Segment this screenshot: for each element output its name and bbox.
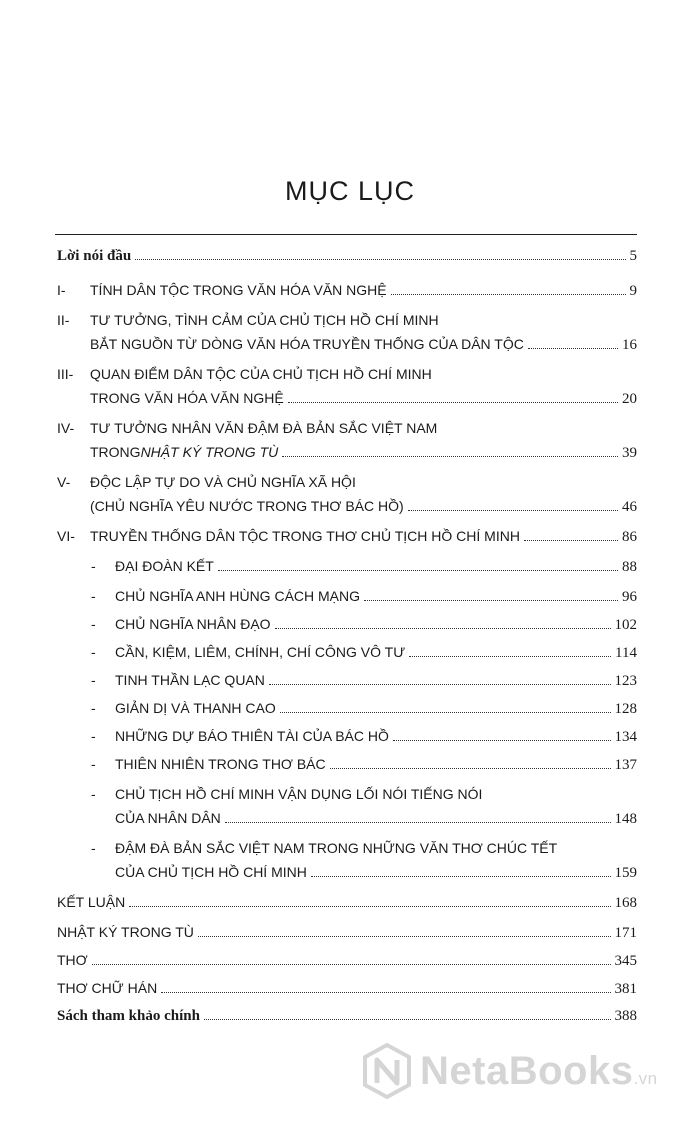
toc-entry-number: - — [91, 672, 96, 688]
toc-entry-title: GIẢN DỊ VÀ THANH CAO — [115, 700, 276, 716]
toc-entry-page: 16 — [622, 337, 637, 353]
dot-leader — [129, 906, 610, 907]
toc-entry-title: ĐỘC LẬP TỰ DO VÀ CHỦ NGHĨA XÃ HỘI — [90, 474, 356, 490]
toc-entry-page: 46 — [622, 499, 637, 515]
page-title: MỤC LỤC — [284, 176, 415, 206]
toc-entry-title: THIÊN NHIÊN TRONG THƠ BÁC — [115, 756, 326, 772]
toc-entry-page: 168 — [614, 895, 637, 911]
toc-entry-page: 86 — [622, 529, 637, 545]
toc-entry-title: CỦA CHỦ TỊCH HỒ CHÍ MINH — [115, 864, 307, 880]
dot-leader — [311, 876, 611, 877]
toc-entry-title: QUAN ĐIỂM DÂN TỘC CỦA CHỦ TỊCH HỒ CHÍ MINH — [90, 366, 432, 382]
toc-entry-title: ĐẬM ĐÀ BẢN SẮC VIỆT NAM TRONG NHỮNG VĂN THƠ CHÚC TẾT — [115, 840, 558, 856]
dot-leader — [198, 936, 611, 937]
toc-entry-page: 5 — [629, 248, 637, 264]
toc-entry-number: - — [91, 728, 96, 744]
toc-entry-number: III- — [57, 366, 74, 382]
watermark — [362, 1043, 658, 1099]
toc-entry-page: 345 — [614, 953, 637, 969]
dot-leader — [364, 600, 618, 601]
toc-entry-page: 39 — [622, 445, 637, 461]
toc-entry — [57, 554, 637, 578]
dot-leader — [135, 259, 625, 260]
toc-entry-number: VI- — [57, 528, 75, 544]
dot-leader — [391, 294, 626, 295]
dot-leader — [288, 402, 618, 403]
toc-entry — [57, 696, 637, 720]
toc-entry-title: Sách tham khảo chính — [57, 1008, 200, 1024]
toc-entry-number: II- — [57, 312, 70, 328]
dot-leader — [92, 964, 611, 965]
toc-entry-title: TRONG VĂN HÓA VĂN NGHỆ — [90, 390, 284, 406]
toc-entry-number: - — [91, 756, 96, 772]
toc-entry-page: 9 — [629, 283, 637, 299]
toc-entry-page: 123 — [614, 673, 637, 689]
toc-entry-page: 137 — [614, 757, 637, 773]
toc-entry-title: TƯ TƯỞNG, TÌNH CẢM CỦA CHỦ TỊCH HỒ CHÍ MINH — [90, 312, 439, 328]
toc-entry — [57, 640, 637, 664]
toc-entry-italic-title: NHẬT KÝ TRONG TÙ — [140, 444, 279, 460]
dot-leader — [408, 510, 618, 511]
toc-entry — [57, 668, 637, 692]
toc-entry-number: - — [91, 840, 96, 856]
dot-leader — [280, 712, 611, 713]
dot-leader — [269, 684, 611, 685]
toc-entry — [57, 584, 637, 608]
toc-entry-title: KẾT LUẬN — [57, 894, 126, 910]
toc-entry-page: 96 — [622, 589, 637, 605]
toc-entry — [57, 890, 637, 914]
toc-entry-title: TƯ TƯỞNG NHÂN VĂN ĐẬM ĐÀ BẢN SẮC VIỆT NAM — [90, 420, 438, 436]
toc-entry-number: - — [91, 588, 96, 604]
dot-leader — [225, 822, 611, 823]
toc-entry — [57, 782, 637, 830]
toc-entry-page: 134 — [614, 729, 637, 745]
toc-entry — [57, 724, 637, 748]
toc-entry-title: TRUYỀN THỐNG DÂN TỘC TRONG THƠ CHỦ TỊCH HỒ CHÍ MINH — [90, 528, 520, 544]
dot-leader — [409, 656, 611, 657]
dot-leader — [528, 348, 618, 349]
toc-entry-title: CỦA NHÂN DÂN — [115, 810, 221, 826]
toc-entry-page: 388 — [614, 1008, 637, 1024]
toc-entry-page: 114 — [615, 645, 637, 661]
toc-entry — [57, 278, 637, 302]
toc-entry-title: CHỦ TỊCH HỒ CHÍ MINH VẬN DỤNG LỐI NÓI TIẾNG NÓI — [115, 786, 483, 802]
dot-leader — [524, 540, 618, 541]
toc-entry — [57, 416, 637, 464]
toc-entry-title: CHỦ NGHĨA ANH HÙNG CÁCH MẠNG — [115, 588, 361, 604]
toc-entry-title: TINH THẦN LẠC QUAN — [115, 672, 265, 688]
dot-leader — [218, 570, 618, 571]
title-rule — [55, 234, 637, 235]
toc-entry-number: - — [91, 558, 96, 574]
toc-entry-title: CẦN, KIỆM, LIÊM, CHÍNH, CHÍ CÔNG VÔ TƯ — [115, 644, 406, 660]
toc-entry-number: IV- — [57, 420, 75, 436]
toc-entry-title: BẮT NGUỒN TỪ DÒNG VĂN HÓA TRUYỀN THỐNG CỦA DÂN TỘC — [90, 336, 524, 352]
toc-entry — [57, 752, 637, 776]
dot-leader — [161, 992, 610, 993]
toc-entry-title: ĐẠI ĐOÀN KẾT — [115, 558, 214, 574]
dot-leader — [204, 1019, 611, 1020]
toc-entry-number: - — [91, 644, 96, 660]
toc-entry-number: V- — [57, 474, 71, 490]
toc-entry-number: I- — [57, 282, 66, 298]
toc-entry — [57, 244, 637, 268]
toc-entry-page: 102 — [614, 617, 637, 633]
toc-entry-page: 88 — [622, 559, 637, 575]
toc-entry-title: THƠ CHỮ HÁN — [57, 980, 158, 996]
toc-entry-title: NHỮNG DỰ BÁO THIÊN TÀI CỦA BÁC HỒ — [115, 728, 389, 744]
toc-entry-number: - — [91, 786, 96, 802]
toc-entry-page: 148 — [614, 811, 637, 827]
toc-entry — [57, 836, 637, 884]
toc-entry — [57, 308, 637, 356]
dot-leader — [282, 456, 618, 457]
toc-entry-title: (CHỦ NGHĨA YÊU NƯỚC TRONG THƠ BÁC HỒ) — [90, 498, 404, 514]
toc-entry-number: - — [91, 700, 96, 716]
toc-entry-title: TÍNH DÂN TỘC TRONG VĂN HÓA VĂN NGHỆ — [90, 282, 387, 298]
toc-entry — [57, 524, 637, 548]
toc-entry — [57, 920, 637, 944]
toc-entry-page: 128 — [614, 701, 637, 717]
watermark-brand: NetaBooks.vn — [420, 1048, 658, 1093]
toc-entry-title: Lời nói đầu — [57, 248, 132, 264]
toc-entry-title: CHỦ NGHĨA NHÂN ĐẠO — [115, 616, 271, 632]
toc-entry — [57, 1004, 637, 1028]
netabooks-logo-icon — [362, 1043, 412, 1099]
toc-entry — [57, 612, 637, 636]
toc-entry — [57, 976, 637, 1000]
toc-entry — [57, 362, 637, 410]
dot-leader — [330, 768, 611, 769]
dot-leader — [275, 628, 611, 629]
toc-entry — [57, 470, 637, 518]
toc-entry-title: TRONG — [90, 444, 141, 460]
toc-entry-title: THƠ — [57, 952, 88, 968]
toc-entry-number: - — [91, 616, 96, 632]
dot-leader — [393, 740, 611, 741]
toc-entry-page: 159 — [614, 865, 637, 881]
toc-entry-page: 381 — [614, 981, 637, 997]
toc-entry-page: 171 — [614, 925, 637, 941]
toc-entry-title: NHẬT KÝ TRONG TÙ — [57, 924, 194, 940]
toc-entry-page: 20 — [622, 391, 637, 407]
toc-entry — [57, 948, 637, 972]
